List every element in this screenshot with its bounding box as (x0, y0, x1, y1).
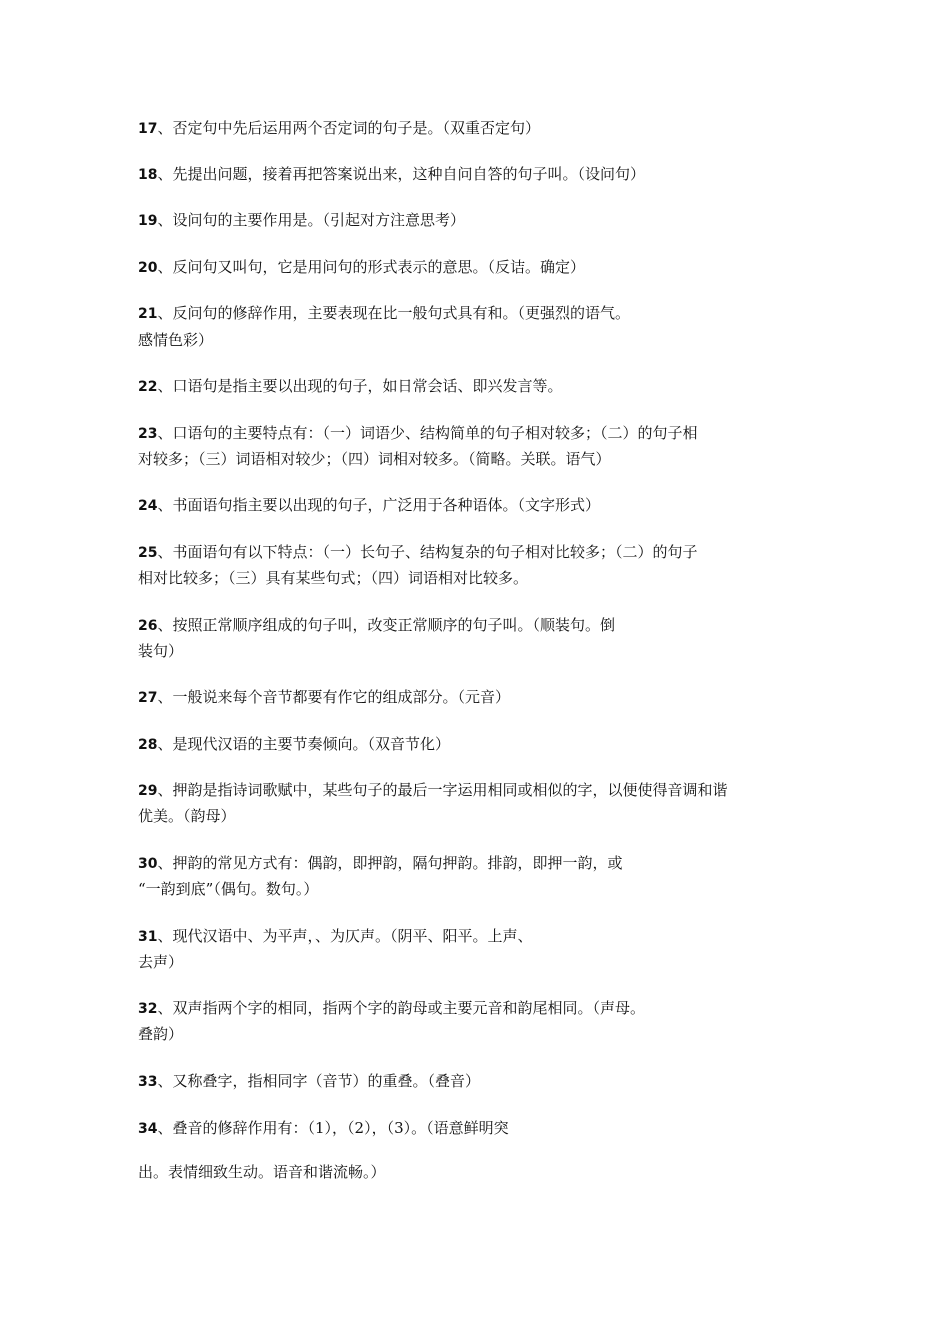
question-text: 、现代汉语中、为平声，、为仄声。（阴平、阳平。上声、 (157, 927, 533, 945)
question-30-line-2 (138, 879, 318, 899)
question-text: 、先提出问题，接着再把答案说出来，这种自问自答的句子叫。（设问句） (157, 165, 645, 183)
question-text: 、反问句又叫句，它是用问句的形式表示的意思。（反诘。确定） (157, 258, 585, 276)
question-32-line-2 (138, 1024, 183, 1044)
question-text: 叠韵） (138, 1025, 184, 1043)
question-text: 、口语句的主要特点有：（一）词语少、结构简单的句子相对较多；（二）的句子相 (157, 424, 698, 442)
question-31-line-1 (138, 926, 533, 947)
question-text: 去声） (138, 953, 184, 971)
question-number: 26 (138, 618, 158, 634)
question-number: 30 (138, 856, 158, 872)
question-number: 34 (138, 1121, 158, 1137)
question-text: 、押韵的常见方式有：偶韵，即押韵，隔句押韵。排韵，即押一韵，或 (157, 854, 623, 872)
question-number: 29 (138, 783, 158, 799)
question-number: 33 (138, 1074, 158, 1090)
question-17-line-1 (138, 118, 540, 139)
question-text: 、口语句是指主要以出现的句子，如日常会话、即兴发言等。 (157, 377, 563, 395)
question-19-line-1 (138, 210, 465, 231)
question-29-line-2 (138, 806, 236, 826)
question-29-line-1 (138, 780, 728, 801)
question-number: 22 (138, 379, 158, 395)
question-32-line-1 (138, 998, 645, 1019)
question-26-line-2 (138, 641, 183, 661)
question-text: 、按照正常顺序组成的句子叫，改变正常顺序的句子叫。（顺装句。倒 (157, 616, 615, 634)
question-text: 、又称叠字，指相同字（音节）的重叠。（叠音） (157, 1072, 480, 1090)
question-text: 、书面语句指主要以出现的句子，广泛用于各种语体。（文字形式） (157, 496, 600, 514)
question-number: 17 (138, 121, 158, 137)
question-text: 、书面语句有以下特点：（一）长句子、结构复杂的句子相对比较多；（二）的句子 (157, 543, 698, 561)
question-34-line-2 (138, 1162, 386, 1182)
question-text: 优美。（韵母） (138, 807, 236, 825)
question-text: 、叠音的修辞作用有：（1），（2），（3）。（语意鲜明突 (157, 1119, 509, 1137)
question-number: 23 (138, 426, 158, 442)
question-text: 、一般说来每个音节都要有作它的组成部分。（元音） (157, 688, 510, 706)
question-34-line-1 (138, 1118, 509, 1139)
question-text: 、设问句的主要作用是。（引起对方注意思考） (157, 211, 465, 229)
question-27-line-1 (138, 687, 510, 708)
question-number: 31 (138, 929, 158, 945)
question-31-line-2 (138, 952, 183, 972)
question-number: 18 (138, 167, 158, 183)
question-text: 、双声指两个字的相同，指两个字的韵母或主要元音和韵尾相同。（声母。 (157, 999, 645, 1017)
question-22-line-1 (138, 376, 563, 397)
question-number: 19 (138, 213, 158, 229)
question-20-line-1 (138, 257, 585, 278)
question-text: 装句） (138, 642, 184, 660)
question-number: 25 (138, 545, 158, 561)
question-23-line-1 (138, 423, 698, 444)
question-26-line-1 (138, 615, 615, 636)
question-text: 感情色彩） (138, 331, 214, 349)
question-text: 、是现代汉语的主要节奏倾向。（双音节化） (157, 735, 450, 753)
question-text: 出。表情细致生动。语音和谐流畅。） (138, 1163, 386, 1181)
question-number: 24 (138, 498, 158, 514)
question-number: 28 (138, 737, 158, 753)
question-21-line-2 (138, 330, 213, 350)
question-28-line-1 (138, 734, 450, 755)
question-21-line-1 (138, 303, 630, 324)
question-23-line-2 (138, 449, 611, 469)
question-number: 32 (138, 1001, 158, 1017)
question-number: 27 (138, 690, 158, 706)
question-text: 、反问句的修辞作用，主要表现在比一般句式具有和。（更强烈的语气。 (157, 304, 630, 322)
question-number: 21 (138, 306, 158, 322)
question-text: 、押韵是指诗词歌赋中，某些句子的最后一字运用相同或相似的字，以便使得音调和谐 (157, 781, 728, 799)
question-text: 相对比较多；（三）具有某些句式；（四）词语相对比较多。 (138, 569, 529, 587)
question-25-line-2 (138, 568, 528, 588)
question-number: 20 (138, 260, 158, 276)
question-text: “一韵到底”（偶句。数句。） (138, 880, 319, 898)
question-18-line-1 (138, 164, 645, 185)
question-25-line-1 (138, 542, 698, 563)
question-33-line-1 (138, 1071, 480, 1092)
question-text: 、否定句中先后运用两个否定词的句子是。（双重否定句） (157, 119, 540, 137)
question-30-line-1 (138, 853, 623, 874)
question-24-line-1 (138, 495, 600, 516)
question-text: 对较多；（三）词语相对较少；（四）词相对较多。（简略。关联。语气） (138, 450, 611, 468)
